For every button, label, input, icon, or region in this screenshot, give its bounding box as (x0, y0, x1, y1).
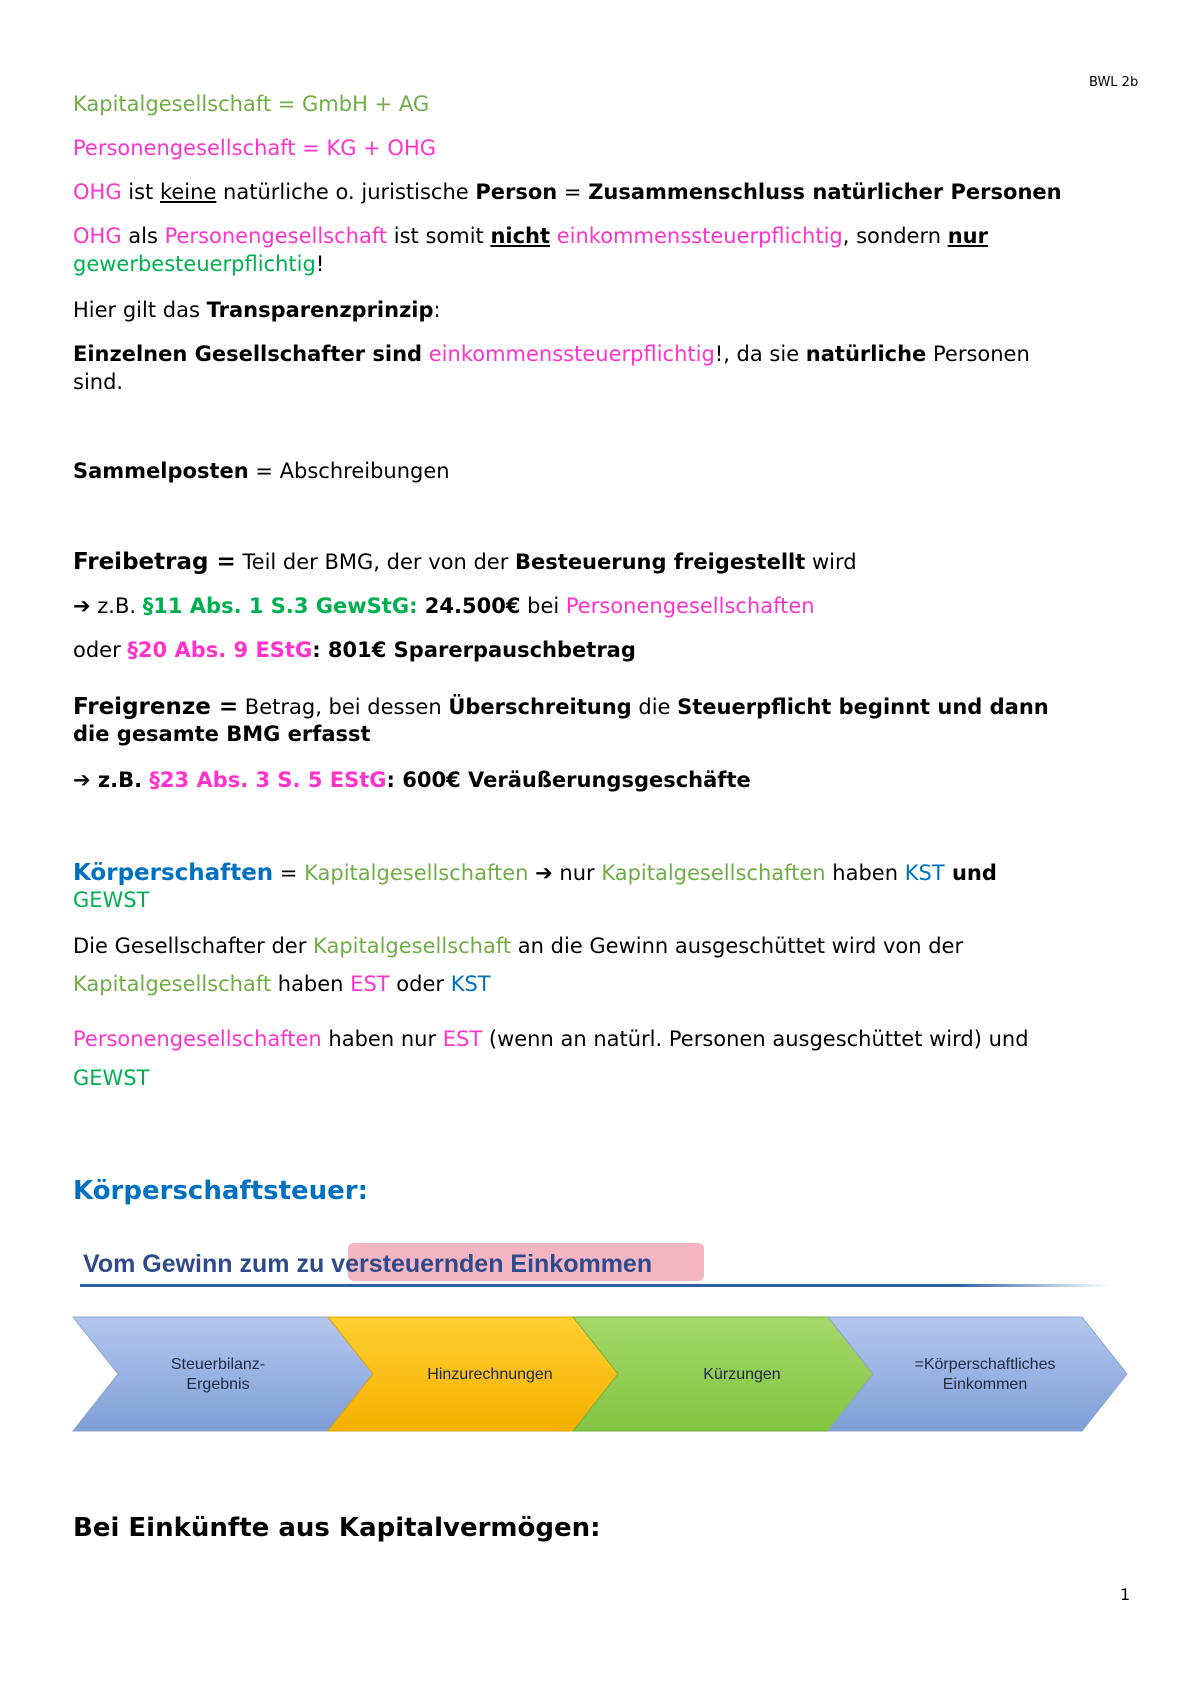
freibetrag-example-1 (73, 594, 815, 618)
ueberschreitung-term: Überschreitung (448, 695, 632, 719)
est-term: EST (350, 972, 390, 996)
ohg-steuer-line (73, 224, 988, 248)
t: als (121, 224, 165, 248)
personengesellschaften-term: Personengesellschaften (565, 594, 815, 618)
personengesellschaften-term: Personengesellschaften (73, 1027, 322, 1051)
person-term: Person (475, 180, 558, 204)
ohg-term: OHG (73, 180, 122, 204)
step-label: Steuerbilanz- (170, 1356, 266, 1373)
veraeusserung: : 600€ Veräußerungsgeschäfte (386, 768, 751, 792)
gewstg-ref: §11 Abs. 1 S.3 GewStG: (142, 594, 418, 618)
freigrenze-line (73, 694, 1049, 720)
einkommensteuer-term: einkommenssteuerpflichtig (556, 224, 843, 248)
t: z.B. (90, 594, 143, 618)
gesellschafter-line (73, 342, 1030, 366)
t: (wenn an natürl. Personen ausgeschüttet wird) und (482, 1027, 1029, 1051)
nicht-term: nicht (490, 224, 551, 248)
t: und (944, 861, 997, 885)
personengesellschaft-term: Personengesellschaft (164, 224, 388, 248)
step-label: Ergebnis (186, 1376, 250, 1393)
freigrenze-example (73, 768, 751, 792)
personen-line: Personengesellschaft = KG + OHG (73, 136, 437, 160)
transparenzprinzip-term: Transparenzprinzip (206, 298, 434, 322)
kst-term: KST (450, 972, 491, 996)
steuerpflicht-term: Steuerpflicht beginnt und dann (677, 695, 1049, 719)
gewerbesteuer-term: gewerbesteuerpflichtig (73, 252, 316, 276)
doc-label: BWL 2b (1089, 75, 1139, 90)
t (422, 342, 429, 366)
t: Personen (926, 342, 1030, 366)
step-label: =Körperschaftliches (914, 1356, 1056, 1373)
transparenz-line (73, 298, 441, 322)
freibetrag-line (73, 549, 857, 575)
ohg-term: OHG (73, 224, 122, 248)
koerperschaften-line (73, 860, 997, 886)
t: ist (121, 180, 160, 204)
t: Betrag, bei dessen (238, 695, 449, 719)
freibetrag-example-2 (73, 638, 636, 662)
sammelposten-line (73, 459, 450, 483)
t: : (433, 298, 441, 322)
page-number: 1 (1120, 1585, 1131, 1604)
t (550, 224, 557, 248)
title-highlight-text: versteuernden Einkommen (331, 1250, 653, 1278)
ohg-steuer-line-cont (73, 252, 324, 276)
t: = (273, 861, 305, 885)
gewinn-diagram (70, 1237, 1130, 1437)
kapital-line: Kapitalgesellschaft = GmbH + AG (73, 92, 430, 116)
t: !, da sie (714, 342, 806, 366)
kapitalgesellschaft-term: Kapitalgesellschaft (313, 934, 512, 958)
einkommensteuer-term: einkommenssteuerpflichtig (428, 342, 715, 366)
heading-kapitalvermoegen: Bei Einkünfte aus Kapitalvermögen: (73, 1513, 601, 1543)
kapitalgesellschaft-term: Kapitalgesellschaft (73, 972, 272, 996)
t: haben nur (321, 1027, 443, 1051)
gesellschafter-term: Einzelnen Gesellschafter sind (73, 342, 423, 366)
personen-est-line-cont: GEWST (73, 1066, 150, 1090)
nur-term: nur (947, 224, 988, 248)
est-term: EST (442, 1027, 483, 1051)
t: ist somit (387, 224, 491, 248)
gesellschafter-line-cont: sind. (73, 370, 124, 394)
t: ➔ z.B. (73, 768, 150, 792)
keine-term: keine (159, 180, 217, 204)
gesellschafter-kap-line-cont (73, 972, 491, 996)
t: = Abschreibungen (248, 459, 450, 483)
arrow-icon: ➔ (73, 594, 91, 618)
freigrenze-line-cont: die gesamte BMG erfasst (73, 722, 371, 746)
sammelposten-term: Sammelposten (73, 459, 249, 483)
amount: 24.500€ (417, 594, 521, 618)
t: an die Gewinn ausgeschüttet wird von der (511, 934, 964, 958)
step-shape (828, 1317, 1127, 1431)
t: haben (271, 972, 351, 996)
natuerliche-term: natürliche (805, 342, 927, 366)
koerperschaften-term: Körperschaften (73, 860, 274, 886)
title-rule (80, 1284, 1110, 1287)
t: Hier gilt das (73, 298, 207, 322)
t: ! (315, 252, 325, 276)
t: , sondern (842, 224, 948, 248)
kapitalgesellschaften-term: Kapitalgesellschaften (304, 861, 529, 885)
t: Die Gesellschafter der (73, 934, 314, 958)
t: bei (520, 594, 566, 618)
estg-ref: §23 Abs. 3 S. 5 EStG (149, 768, 387, 792)
kapitalgesellschaften-term: Kapitalgesellschaften (601, 861, 826, 885)
t: ➔ nur (528, 861, 602, 885)
t: = (557, 180, 589, 204)
personen-est-line (73, 1027, 1029, 1051)
t: oder (389, 972, 451, 996)
t: wird (805, 550, 857, 574)
besteuerung-term: Besteuerung freigestellt (515, 550, 806, 574)
title-prefix: Vom Gewinn zum zu (83, 1250, 332, 1278)
gesellschafter-kap-line (73, 934, 963, 958)
estg-ref: §20 Abs. 9 EStG (127, 638, 313, 662)
t: Teil der BMG, der von der (235, 550, 516, 574)
t: oder (73, 638, 128, 662)
sparerpauschbetrag: : 801€ Sparerpauschbetrag (312, 638, 636, 662)
step-label: Hinzurechnungen (427, 1366, 553, 1383)
step-label: Einkommen (942, 1376, 1028, 1393)
zusammenschluss-term: Zusammenschluss natürlicher Personen (588, 180, 1062, 204)
ohg-person-line (73, 180, 1062, 204)
step-label: Kürzungen (703, 1366, 781, 1383)
freigrenze-term: Freigrenze = (73, 694, 239, 720)
heading-koerperschaftsteuer: Körperschaftsteuer: (73, 1176, 369, 1206)
t: die (631, 695, 678, 719)
t: natürliche o. juristische (216, 180, 476, 204)
freibetrag-term: Freibetrag = (73, 549, 236, 575)
diagram-title (83, 1250, 652, 1278)
t: haben (825, 861, 905, 885)
koerperschaften-line-cont: GEWST (73, 888, 150, 912)
kst-term: KST (904, 861, 945, 885)
